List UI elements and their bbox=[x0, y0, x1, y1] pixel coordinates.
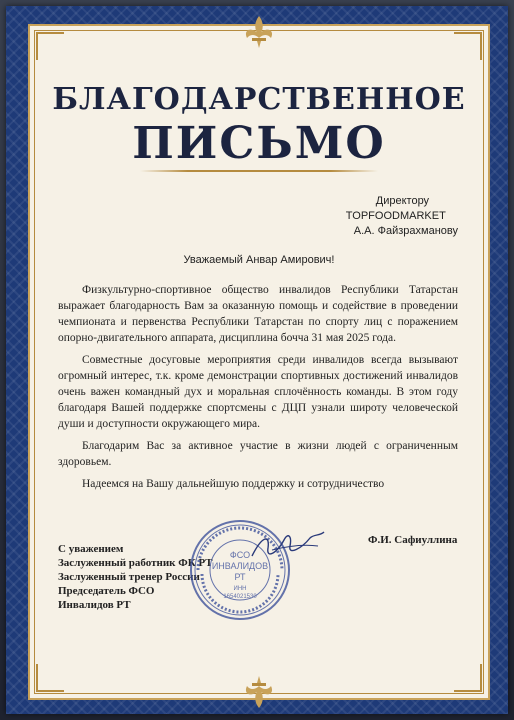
stamp-inn-label: ИНН bbox=[233, 586, 247, 592]
stamp-text: ИНВАЛИДОВ bbox=[211, 561, 269, 571]
paragraph: Совместные досуговые мероприятия среди инвалидов всегда вызывают огромный интерес, т.к. кроме демонстрации спортивных достижений инвалидов очень важен командный дух и моральная сплочённость команды. В этом году благодаря Вашей поддержке спортсмены с ДЦП узнали широту человеческой души и доступности окружающего мира. bbox=[58, 354, 458, 430]
addressee-company: TOPFOODMARKET bbox=[345, 210, 446, 222]
corner-ornament-bottom-right bbox=[454, 664, 482, 692]
paragraph: Физкультурно-спортивное общество инвалидов Республики Татарстан выражает благодарность Вам за оказанную помощь и содействие в проведении чемпионата и первенства Республики Татарстан по спорту лиц с поражением опорно-двигательного аппарата, дисциплина бочча 31 мая 2025 года. bbox=[58, 284, 458, 344]
addressee-position: Директору bbox=[375, 195, 430, 207]
signer-title: Инвалидов РТ bbox=[58, 599, 131, 611]
stamp-inn-value: 1654021530 bbox=[223, 594, 257, 600]
letter-title: БЛАГОДАРСТВЕННОЕ bbox=[52, 82, 466, 117]
signer-name: Ф.И. Сафиуллина bbox=[368, 534, 458, 546]
fleur-de-lis-icon bbox=[239, 12, 279, 52]
letter-body bbox=[58, 282, 458, 498]
greeting: Уважаемый Анвар Амирович! bbox=[183, 254, 335, 266]
paragraph: Надеемся на Вашу дальнейшую поддержку и сотрудничество bbox=[82, 478, 385, 490]
stamp-text: ФСО bbox=[229, 550, 251, 560]
handwritten-signature-icon bbox=[248, 526, 328, 566]
certificate-paper bbox=[28, 24, 490, 700]
signer-title: Председатель ФСО bbox=[58, 585, 155, 597]
title-divider bbox=[140, 170, 378, 172]
addressee-block bbox=[346, 194, 458, 239]
stamp-text: РТ bbox=[234, 572, 246, 582]
letter-title-second-line: ПИСЬМО bbox=[132, 118, 386, 169]
signer-title: Заслуженный работник ФК РТ bbox=[58, 557, 213, 569]
corner-ornament-top-right bbox=[454, 32, 482, 60]
certificate-border bbox=[6, 6, 508, 714]
addressee-name: А.А. Файзрахманову bbox=[353, 225, 458, 237]
corner-ornament-top-left bbox=[36, 32, 64, 60]
paragraph: Благодарим Вас за активное участие в жизни людей с ограниченным здоровьем. bbox=[58, 440, 458, 468]
signer-title: Заслуженный тренер России bbox=[58, 571, 200, 583]
closing: С уважением bbox=[58, 543, 124, 555]
corner-ornament-bottom-left bbox=[36, 664, 64, 692]
fleur-de-lis-icon bbox=[239, 672, 279, 712]
